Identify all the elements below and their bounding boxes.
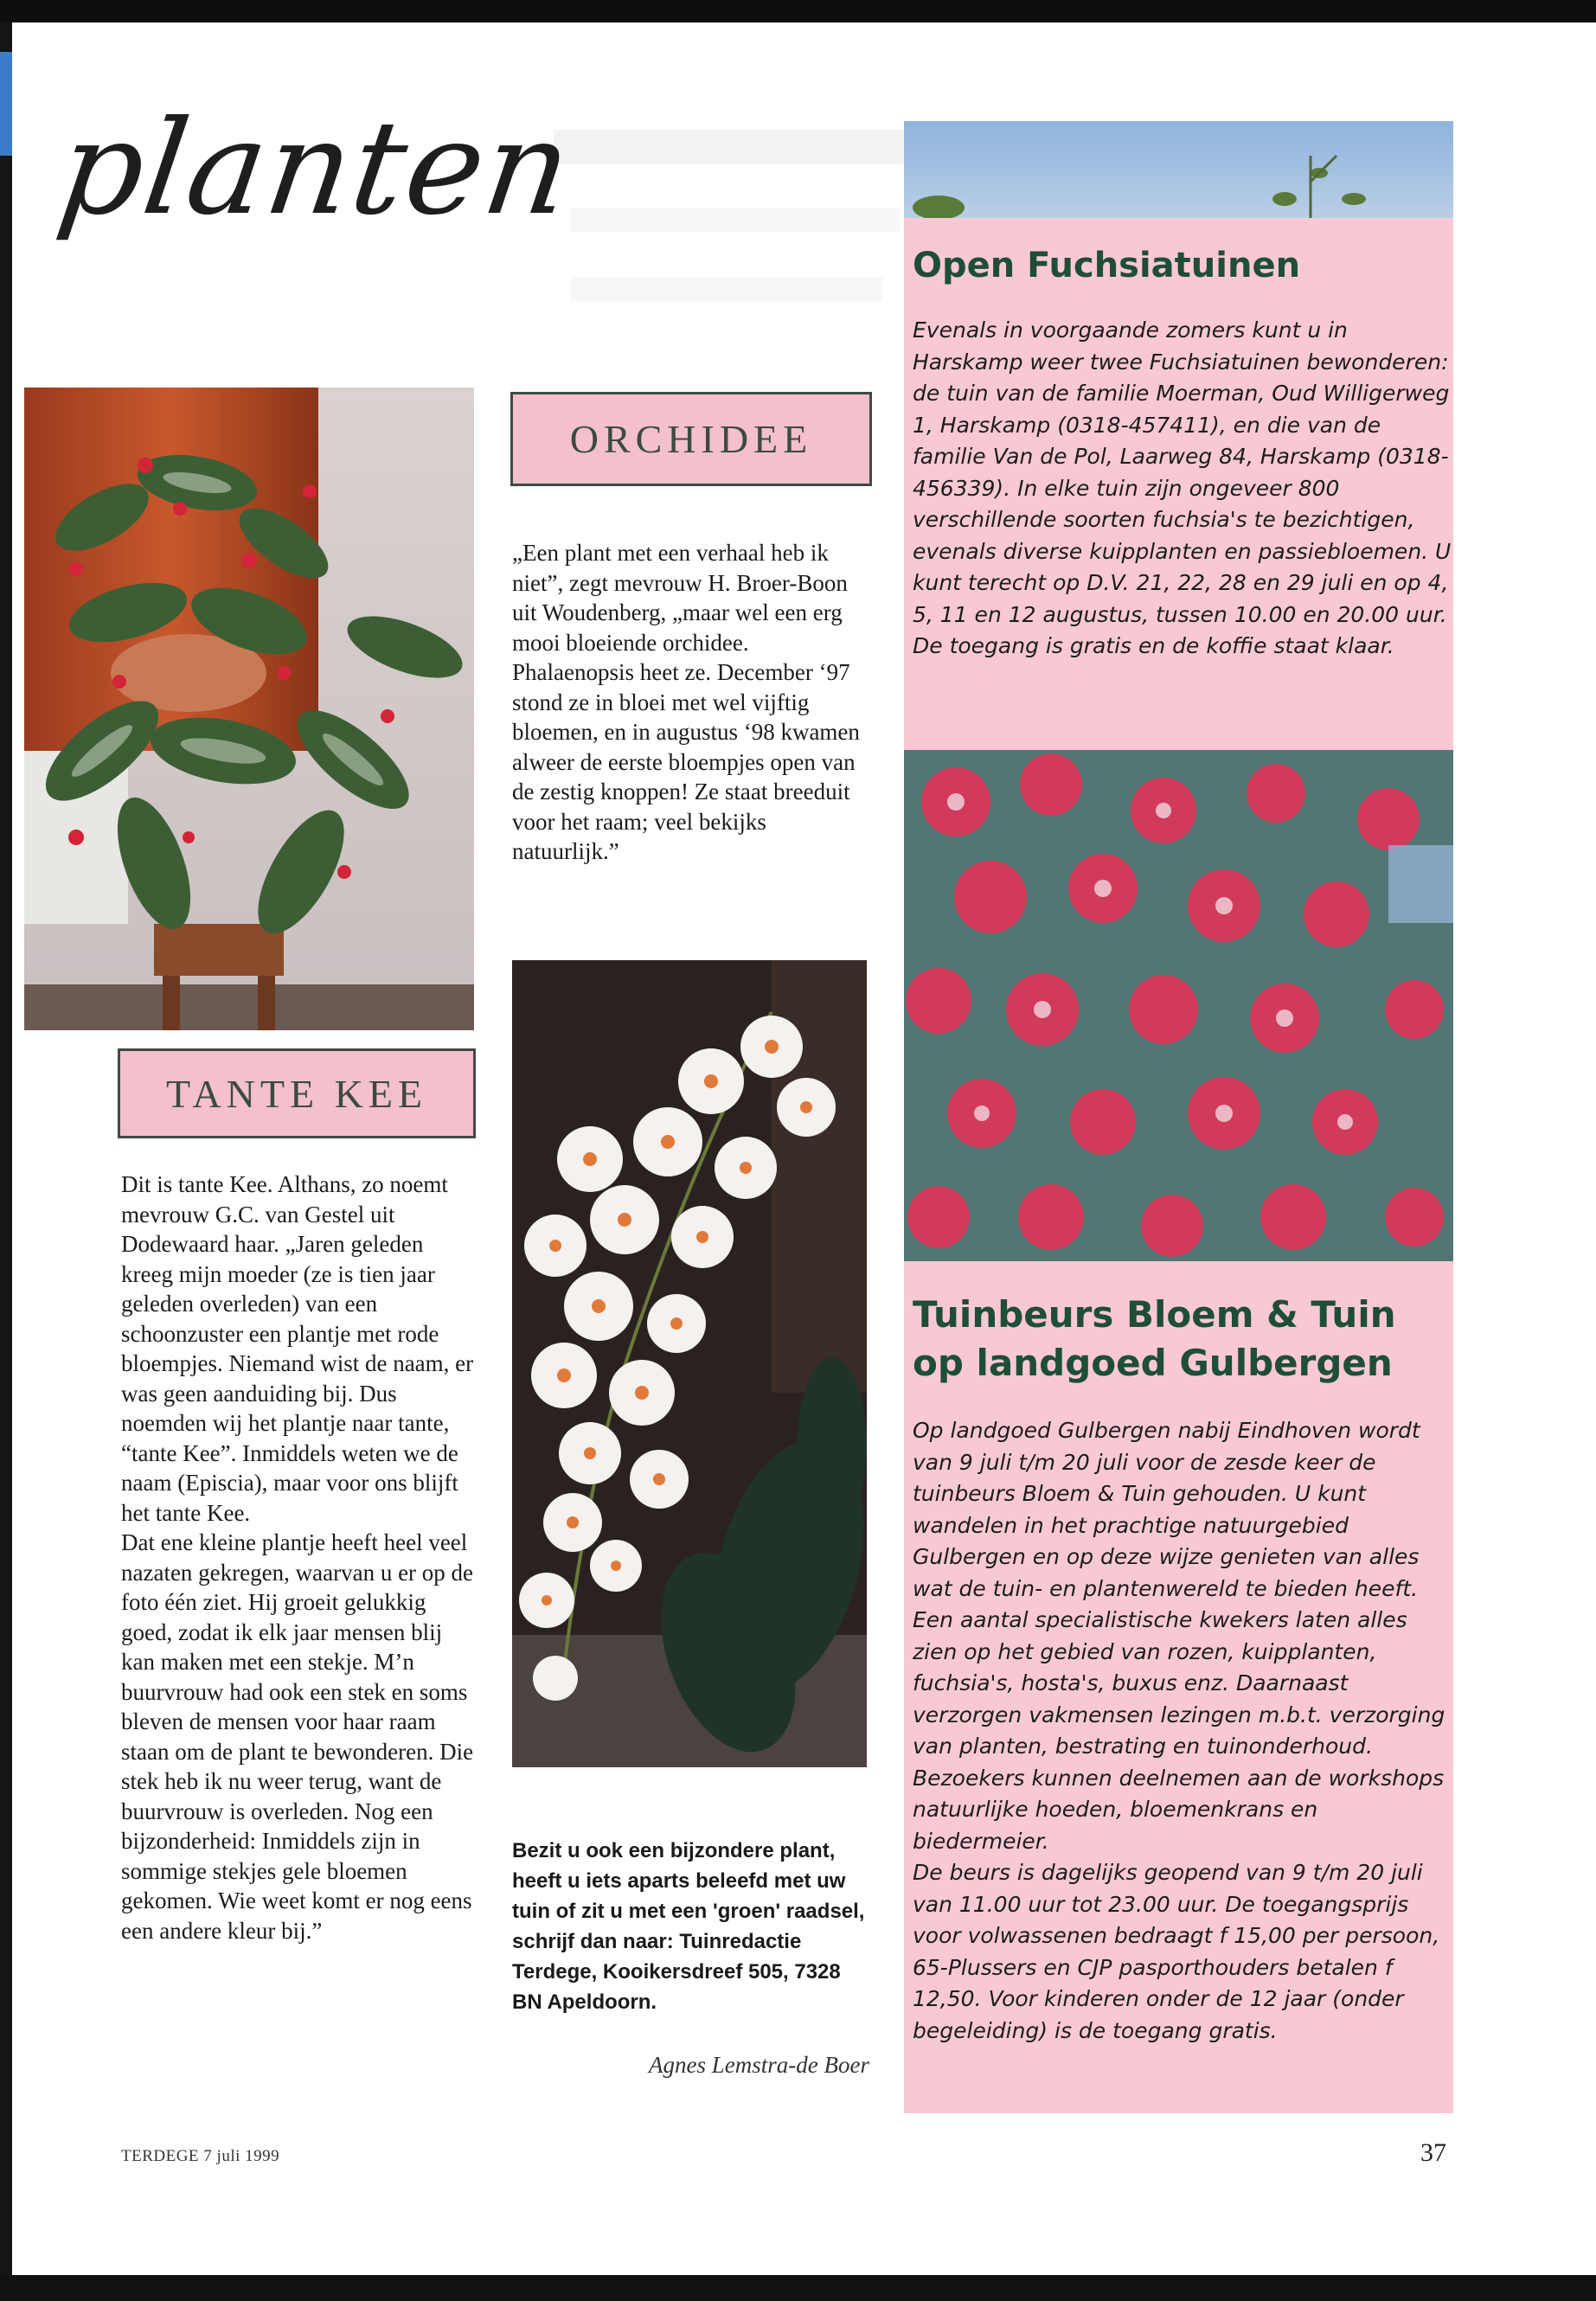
reader-callout: Bezit u ook een bijzondere plant, heeft u iets aparts beleefd met uw tuin of zit u met een 'groen' raadsel, schrijf dan naar: Tuinredactie Terdege, Kooikersdreef 505, 7328 BN Apeldoorn. [512,1839,865,2014]
show-through-shadow [554,130,917,355]
top-rule [0,0,1596,22]
beurs-heading: Tuinbeurs Bloem & Tuin op landgoed Gulbergen [913,1293,1396,1384]
left-edge-tint [0,52,12,156]
footer-publication: TERDEGE 7 juli 1999 [121,2147,280,2165]
page-number: 37 [1420,2138,1446,2167]
tante-kee-story [121,1170,476,1945]
fuchsia-text: Evenals in voorgaande zomers kunt u in Harskamp weer twee Fuchsiatuinen bewonderen: de tuin van de familie Moerman, Oud Willigerweg 1, Harskamp (0318-457411), en die van de familie Van de Pol, Laarweg 84, Harskamp (0318-456339). In elke tuin zijn ongeveer 800 verschillende soorten fuchsia's te bezichtigen, evenals diverse kuipplanten en passiebloemen. U kunt terecht op D.V. 21, 22, 28 en 29 juli en op 4, 5, 11 en 12 augustus, tussen 10.00 en 20.00 uur. De toegang is gratis en de koffie staat klaar. [913,317,1452,658]
rose-bush-photo [904,750,1453,1261]
orchid-photo [512,960,867,1767]
author-byline: Agnes Lemstra-de Boer [649,2052,869,2078]
fuchsia-heading: Open Fuchsiatuinen [913,246,1301,285]
tante-kee-paragraph-2: Dat ene kleine plantje heeft heel veel nazaten gekregen, waarvan u er op de foto één ziet. Hij groeit gelukkig goed, zodat ik elk jaar mensen blij kan maken met een stekje. M’n buurvrouw had ook een stek en soms bleven de mensen voor haar raam staan om de plant te bewonderen. Die stek heb ik nu weer terug, want de buurvrouw is overleden. Nog een bijzonderheid: Inmiddels zijn in sommige stekjes gele bloemen gekomen. Wie weet komt er nog eens een andere kleur bij.” [121,1529,474,1944]
section-title: planten [49,93,581,244]
tante-kee-plant-photo [24,388,474,1030]
orchidee-heading: ORCHIDEE [510,392,872,486]
beurs-text [913,1415,1453,2047]
orchidee-story: „Een plant met een verhaal heb ik niet”, zegt mevrouw H. Broer-Boon uit Woudenberg, „maar wel een erg mooi bloeiende orchidee. Phalaenopsis heet ze. December ‘97 stond ze in bloei met wel vijftig bloemen, en in augustus ‘98 kwamen alweer de eerste bloempjes open van de zestig knoppen! Ze staat breeduit voor het raam; veel bekijks natuurlijk.” [512,540,860,864]
left-page-edge [0,22,12,2275]
tante-kee-heading: TANTE KEE [118,1048,476,1138]
tante-kee-paragraph-1: Dit is tante Kee. Althans, zo noemt mevrouw G.C. van Gestel uit Dodewaard haar. „Jaren geleden kreeg mijn moeder (ze is tien jaar geleden overleden) van een schoonzuster een plantje met rode bloempjes. Niemand wist de naam, er was geen aanduiding bij. Dus noemden wij het plantje naar tante, “tante Kee”. Inmiddels weten we de naam (Episcia), maar voor ons blijft het tante Kee. [121,1171,474,1526]
beurs-paragraph-2: De beurs is dagelijks geopend van 9 t/m 20 juli van 11.00 uur tot 23.00 uur. De toegangsprijs voor volwassenen bedraagt f 15,00 per persoon, 65-Plussers en CJP pasporthouders betalen f 12,50. Voor kinderen onder de 12 jaar (onder begeleiding) is de toegang gratis. [913,1860,1440,2043]
bottom-rule [0,2275,1596,2301]
beurs-paragraph-1: Op landgoed Gulbergen nabij Eindhoven wordt van 9 juli t/m 20 juli voor de zesde keer de tuinbeurs Bloem & Tuin gehouden. U kunt wandelen in het prachtige natuurgebied Gulbergen en op deze wijze genieten van alles wat de tuin- en plantenwereld te bieden heeft. Een aantal specialistische kwekers laten alles zien op het gebied van rozen, kuipplanten, fuchsia's, hosta's, buxus enz. Daarnaast verzorgen vakmensen lezingen m.b.t. verzorging van planten, bestrating en tuinonderhoud. Bezoekers kunnen deelnemen aan de workshops natuurlijke hoeden, bloemenkrans en biedermeier. [913,1418,1445,1854]
garden-sky-photo [904,121,1453,218]
